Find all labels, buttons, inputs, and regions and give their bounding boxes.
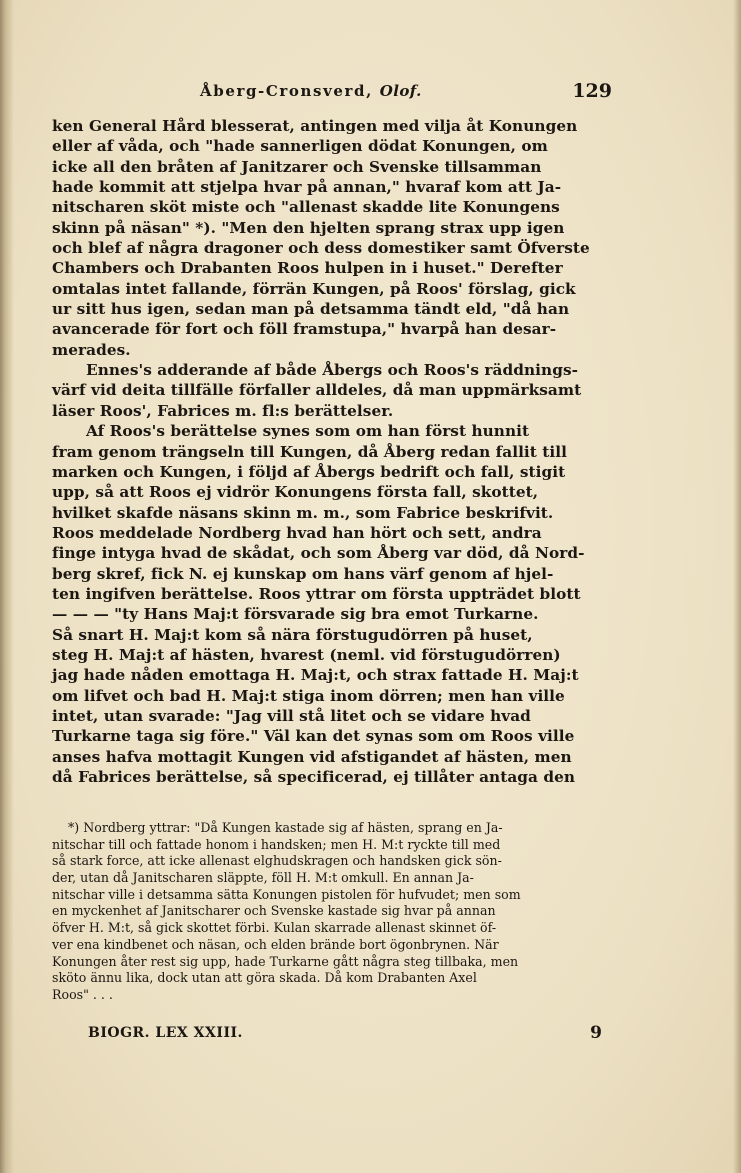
body-line: om lifvet och bad H. Maj:t stiga inom dörren; men han ville — [52, 686, 565, 705]
footnote — [52, 820, 598, 1004]
page-number: 129 — [572, 80, 612, 102]
footnote-line: nitschar ville i detsamma sätta Konungen pistolen för hufvudet; men som — [52, 886, 521, 902]
body-line: värf vid deita tillfälle förfaller alldeles, då man uppmärksamt — [52, 381, 582, 400]
page-footer — [88, 1023, 602, 1047]
running-title-text: Åberg-Cronsverd, — [200, 82, 380, 100]
body-line: ken General Hård blesserat, antingen med vilja åt Konungen — [52, 117, 578, 135]
body-line: omtalas intet fallande, förrän Kungen, på Roos' förslag, gick — [52, 279, 576, 298]
footnote-line: en myckenhet af Janitscharer och Svenske kastade sig hvar på annan — [52, 903, 496, 919]
body-line: då Fabrices berättelse, så specificerad, ej tillåter antaga den — [52, 768, 576, 786]
running-head — [60, 80, 612, 106]
footnote-line: der, utan då Janitscharen släppte, föll H. M:t omkull. En annan Ja- — [52, 870, 474, 886]
body-line: icke all den bråten af Janitzarer och Svenske tillsamman — [52, 157, 542, 176]
body-line: hade kommit att stjelpa hvar på annan," hvaraf kom att Ja- — [52, 178, 562, 197]
body-line: läser Roos', Fabrices m. fl:s berättelser. — [52, 401, 394, 420]
page-outer-edge — [733, 0, 741, 1173]
body-line: Roos meddelade Nordberg hvad han hört och sett, andra — [52, 523, 542, 542]
page-binding-edge — [0, 0, 14, 1173]
body-line: nitscharen sköt miste och "allenast skadde lite Konungens — [52, 198, 560, 217]
body-line: steg H. Maj:t af hästen, hvarest (neml. vid förstugudörren) — [52, 645, 561, 664]
body-line: merades. — [52, 340, 131, 359]
body-line: berg skref, fick N. ej kunskap om hans värf genom af hjel- — [52, 564, 554, 583]
body-line: fram genom trängseln till Kungen, då Åberg redan fallit till — [52, 442, 567, 461]
body-line: marken och Kungen, i följd af Åbergs bedrift och fall, stigit — [52, 462, 566, 481]
running-title-italic: Olof. — [379, 82, 422, 100]
body-line: Chambers och Drabanten Roos hulpen in i huset." Derefter — [52, 259, 563, 278]
body-line: jag hade nåden emottaga H. Maj:t, och strax fattade H. Maj:t — [52, 666, 579, 685]
footnote-line: ver ena kindbenet och näsan, och elden brände bort ögonbrynen. När — [52, 936, 499, 952]
printer-signature: BIOGR. LEX XXIII. — [88, 1025, 243, 1041]
body-line: skinn på näsan" *). "Men den hjelten sprang strax upp igen — [52, 218, 565, 237]
body-line: ten ingifven berättelse. Roos yttrar om första uppträdet blott — [52, 584, 581, 603]
body-line: Så snart H. Maj:t kom så nära förstugudörren på huset, — [52, 625, 533, 644]
body-line: hvilket skafde näsans skinn m. m., som Fabrice beskrifvit. — [52, 503, 554, 522]
body-line: upp, så att Roos ej vidrör Konungens första fall, skottet, — [52, 483, 539, 502]
footnote-line: Roos" . . . — [52, 986, 113, 1002]
footnote-line: nitschar till och fattade honom i handsken; men H. M:t ryckte till med — [52, 836, 501, 852]
body-line: eller af våda, och "hade sannerligen dödat Konungen, om — [52, 137, 548, 156]
body-text — [52, 116, 598, 787]
footnote-line: *) Nordberg yttrar: "Då Kungen kastade sig af hästen, sprang en Ja- — [68, 820, 503, 835]
footnote-line: öfver H. M:t, så gick skottet förbi. Kulan skarrade allenast skinnet öf- — [52, 920, 497, 936]
body-line: intet, utan svarade: "Jag vill stå litet och se vidare hvad — [52, 706, 531, 725]
body-line: och blef af några dragoner och dess domestiker samt Öfverste — [52, 239, 590, 258]
running-title — [200, 82, 422, 100]
body-line: ur sitt hus igen, sedan man på detsamma tändt eld, "då han — [52, 300, 570, 319]
footnote-line: så stark force, att icke allenast elghudskragen och handsken gick sön- — [52, 853, 502, 869]
body-line: Turkarne taga sig före." Väl kan det synas som om Roos ville — [52, 727, 575, 746]
footnote-line: Konungen åter rest sig upp, hade Turkarne gått några steg tillbaka, men — [52, 953, 519, 969]
body-line: avancerade för fort och föll framstupa," hvarpå han desar- — [52, 320, 557, 339]
footnote-line: sköto ännu lika, dock utan att göra skada. Då kom Drabanten Axel — [52, 970, 477, 986]
body-line: finge intyga hvad de skådat, och som Åberg var död, då Nord- — [52, 544, 585, 563]
sheet-number: 9 — [590, 1023, 602, 1043]
body-line-paragraph-start: Af Roos's berättelse synes som om han först hunnit — [86, 422, 530, 441]
body-line: — — — "ty Hans Maj:t försvarade sig bra emot Turkarne. — [52, 605, 539, 624]
body-line: anses hafva mottagit Kungen vid afstigandet af hästen, men — [52, 747, 572, 766]
body-line-paragraph-start: Ennes's adderande af både Åbergs och Roos's räddnings- — [86, 361, 579, 380]
